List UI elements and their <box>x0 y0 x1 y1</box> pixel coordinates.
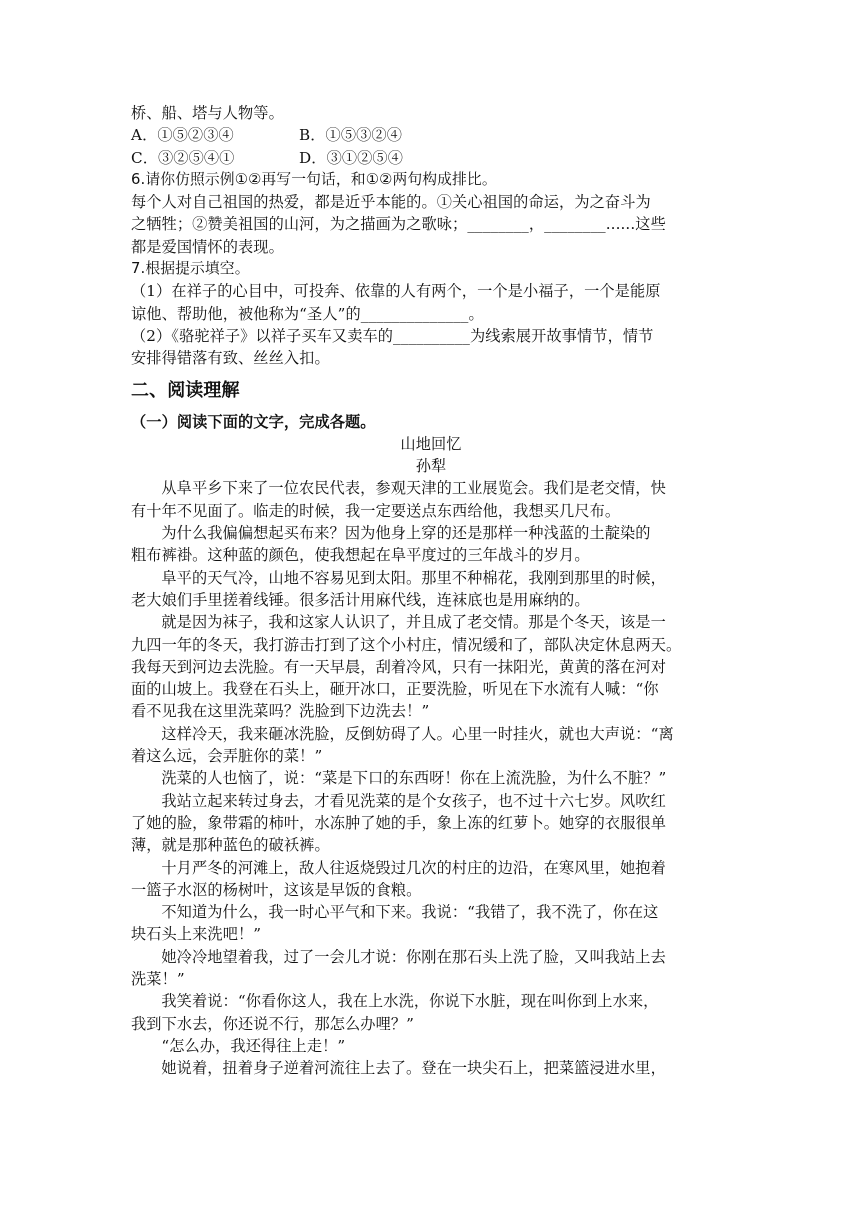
article-line: “怎么办，我还得往上走！” <box>161 1036 346 1055</box>
article-line: 有十年不见面了。临走的时候，我一定要送点东西给他，我想买几尺布。 <box>131 501 621 520</box>
article-line: 洗菜！” <box>131 969 185 988</box>
article-line: 我笑着说：“你看你这人，我在上水洗，你说下水脏，现在叫你到上水来， <box>161 992 659 1011</box>
article-line: 我到下水去，你还说不行，那怎么办哩？” <box>131 1014 415 1033</box>
article-line: 薄，就是那种蓝色的破袄裤。 <box>131 836 330 855</box>
q7-item-2-line-1: （2）《骆驼祥子》以祥子买车又卖车的__________为线索展开故事情节，情节 <box>131 326 654 345</box>
article-body <box>131 477 731 1079</box>
article-line: 就是因为袜子，我和这家人认识了，并且成了老交情。那是个冬天，该是一 <box>161 613 666 632</box>
article-line: 老大娘们手里搓着线锤。很多活计用麻代线，连袜底也是用麻纳的。 <box>131 590 590 609</box>
article-line: 看不见我在这里洗菜吗？洗脸到下边洗去！” <box>131 702 430 721</box>
q7-item-1-line-2: 谅他、帮助他，被他称为“圣人”的______________。 <box>131 304 484 323</box>
article-line: 面的山坡上。我登在石头上，砸开冰口，正要洗脸，听见在下水流有人喊：“你 <box>131 680 659 699</box>
q5-option-a: A．①⑤②③④ <box>131 126 234 145</box>
q5-option-b: B．①⑤③②④ <box>299 126 402 145</box>
article-line: 为什么我偏偏想起买布来？因为他身上穿的还是那样一种浅蓝的土靛染的 <box>161 524 651 543</box>
article-line: 我每天到河边去洗脸。有一天早晨，刮着冷风，只有一抹阳光，黄黄的落在河对 <box>131 657 667 676</box>
article-line: 这样冷天，我来砸冰洗脸，反倒妨碍了人。心里一时挂火，就也大声说：“离 <box>161 724 674 743</box>
q5-tail: 桥、船、塔与人物等。 <box>131 104 284 122</box>
q5-option-c: C．③②⑤④① <box>131 148 235 167</box>
section-title: 二、阅读理解 <box>131 379 240 401</box>
q6-prompt: 6.请你仿照示例①②再写一句话，和①②两句构成排比。 <box>131 170 497 188</box>
article-line: 阜平的天气冷，山地不容易见到太阳。那里不种棉花，我刚到那里的时候， <box>161 568 666 587</box>
article-line: 块石头上来洗吧！” <box>131 925 262 944</box>
article-author: 孙犁 <box>415 457 447 476</box>
q7-item-2-line-2: 安排得错落有致、丝丝入扣。 <box>131 349 330 368</box>
article-line: 十月严冬的河滩上，敌人往返烧毁过几次的村庄的边沿，在寒风里，她抱着 <box>161 858 666 877</box>
article-title: 山地回忆 <box>400 434 462 453</box>
document-content <box>131 102 731 1079</box>
q7-item-1-line-1: （1）在祥子的心目中，可投奔、依靠的人有两个，一个是小福子，一个是能原 <box>131 282 661 301</box>
subsection-title: （一）阅读下面的文字，完成各题。 <box>131 412 376 431</box>
article-line: 从阜平乡下来了一位农民代表，参观天津的工业展览会。我们是老交情，快 <box>161 479 666 498</box>
article-line: 洗菜的人也恼了，说：“菜是下口的东西呀！你在上流洗脸，为什么不脏？” <box>161 769 667 788</box>
article-line: 着这么远，会弄脏你的菜！” <box>131 747 323 766</box>
article-line: 我站立起来转过身去，才看见洗菜的是个女孩子，也不过十六七岁。风吹红 <box>161 791 666 810</box>
article-line: 一篮子水沤的杨树叶，这该是早饭的食粮。 <box>131 880 422 899</box>
article-line: 了她的脸，象带霜的柿叶，水冻肿了她的手，象上冻的红萝卜。她穿的衣服很单 <box>131 813 667 832</box>
article-line: 粗布裤褂。这种蓝的颜色，使我想起在阜平度过的三年战斗的岁月。 <box>131 546 590 565</box>
article-line: 不知道为什么，我一时心平气和下来。我说：“我错了，我不洗了，你在这 <box>161 903 659 922</box>
q6-line-1: 每个人对自己祖国的热爱，都是近乎本能的。①关心祖国的命运，为之奋斗为 <box>131 193 651 212</box>
q5-options-row-2 <box>131 147 731 169</box>
q6-line-3: 都是爱国情怀的表现。 <box>131 237 284 256</box>
article-line: 九四一年的冬天，我打游击打到了这个小村庄，情况缓和了，部队决定休息两天。 <box>131 635 682 654</box>
q6-line-2: 之牺牲；②赞美祖国的山河，为之描画为之歌咏；________，________......这些 <box>131 215 666 234</box>
q7-prompt: 7.根据提示填空。 <box>131 260 250 278</box>
article-line: 她冷冷地望着我，过了一会儿才说：你刚在那石头上洗了脸，又叫我站上去 <box>161 947 666 966</box>
q5-options-row-1 <box>131 124 731 146</box>
article-line: 她说着，扭着身子逆着河流往上去了。登在一块尖石上，把菜篮浸进水里， <box>161 1059 666 1078</box>
q5-option-d: D．③①②⑤④ <box>299 148 404 167</box>
